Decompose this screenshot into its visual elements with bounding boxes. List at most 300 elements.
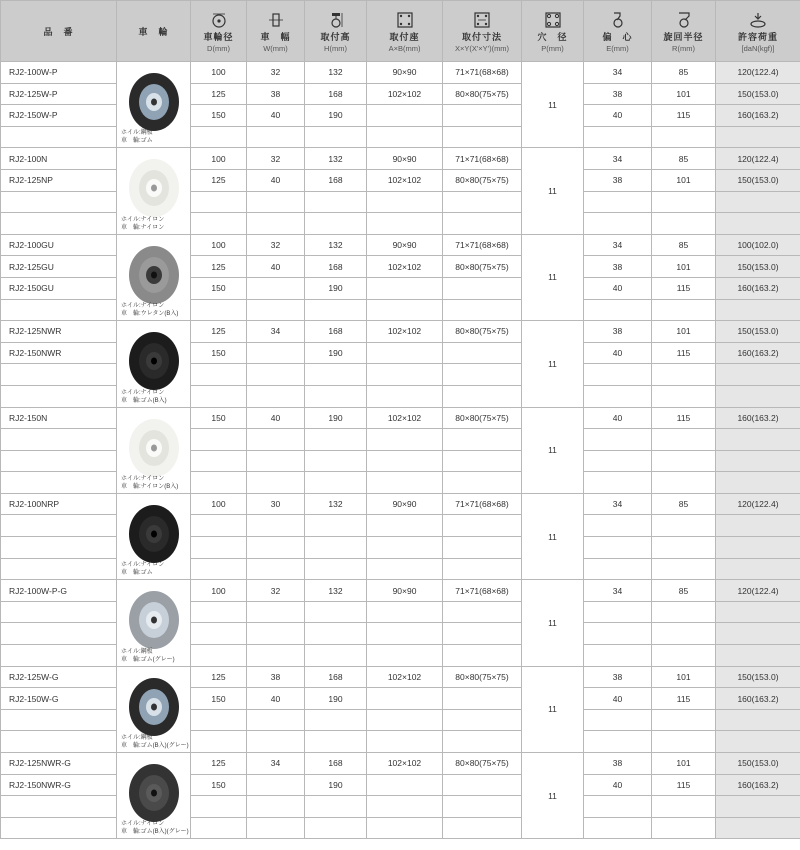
wheel-tire-material: 車 輪:ナイロン: [121, 224, 165, 231]
part-number: RJ2-125NP: [1, 169, 117, 191]
wheel-width: [247, 450, 305, 472]
wheel-material-text: [121, 561, 164, 577]
mount-plate: [367, 645, 443, 667]
load-icon: [749, 12, 767, 28]
swivel-radius: 101: [652, 169, 716, 191]
mount-plate: [367, 623, 443, 645]
mount-height: 190: [305, 277, 367, 299]
wheel-cell: [117, 148, 191, 234]
mount-height: [305, 429, 367, 451]
mount-height: [305, 645, 367, 667]
wheel-width: [247, 537, 305, 559]
wheel-image: [126, 243, 182, 309]
table-row: [1, 407, 800, 429]
wheel-width: [247, 472, 305, 494]
mount-plate: 90×90: [367, 493, 443, 515]
table-row: [1, 234, 800, 256]
wheel-diameter: [191, 472, 247, 494]
offset: [584, 429, 652, 451]
allowable-load: [716, 299, 800, 321]
mount-height: [305, 364, 367, 386]
allowable-load: 150(153.0): [716, 666, 800, 688]
allowable-load: [716, 515, 800, 537]
swivel-radius: [652, 191, 716, 213]
allowable-load: [716, 385, 800, 407]
column-header-label: 穴 径: [537, 31, 568, 42]
offset: [584, 450, 652, 472]
allowable-load: 160(163.2): [716, 105, 800, 127]
offset: [584, 623, 652, 645]
column-header-6: [443, 1, 522, 62]
allowable-load: [716, 537, 800, 559]
part-number: RJ2-125W-G: [1, 666, 117, 688]
allowable-load: 150(153.0): [716, 83, 800, 105]
wheel-width-icon: [267, 12, 285, 28]
mount-dimension: 71×71(68×68): [443, 580, 522, 602]
offset: [584, 601, 652, 623]
wheel-image: [126, 329, 182, 395]
wheel-width: 38: [247, 666, 305, 688]
wheel-width: 34: [247, 753, 305, 775]
swivel-radius: [652, 429, 716, 451]
mount-dimension: [443, 472, 522, 494]
wheel-image: [126, 416, 182, 482]
hole-diameter: 11: [522, 753, 584, 839]
wheel-diameter: 125: [191, 666, 247, 688]
swivel-radius: 85: [652, 234, 716, 256]
wheel-width: [247, 796, 305, 818]
wheel-tire-material: 車 輪:ゴム(B入)(グレー): [121, 743, 189, 749]
swivel-radius: 101: [652, 83, 716, 105]
wheel-diameter: [191, 558, 247, 580]
mount-height: [305, 558, 367, 580]
mount-plate: 102×102: [367, 666, 443, 688]
offset: 34: [584, 148, 652, 170]
wheel-width: [247, 429, 305, 451]
swivel-radius: [652, 364, 716, 386]
wheel-material-text: [121, 820, 189, 836]
mount-height: [305, 817, 367, 839]
part-number: [1, 191, 117, 213]
swivel-radius: [652, 126, 716, 148]
wheel-material-text: [121, 302, 178, 318]
wheel-diameter: 100: [191, 148, 247, 170]
swivel-radius: [652, 213, 716, 235]
wheel-image: [126, 156, 182, 222]
wheel-tire-material: 車 輪:ゴム: [121, 570, 153, 577]
swivel-radius: [652, 645, 716, 667]
column-header-2: [191, 1, 247, 62]
mount-dimension: 71×71(68×68): [443, 493, 522, 515]
mount-height: 168: [305, 256, 367, 278]
swivel-radius: 85: [652, 62, 716, 84]
mount-plate: [367, 558, 443, 580]
allowable-load: [716, 796, 800, 818]
wheel-cell: [117, 753, 191, 839]
allowable-load: [716, 601, 800, 623]
offset: [584, 796, 652, 818]
column-header-unit: D(mm): [207, 43, 230, 53]
mount-height-icon: [327, 12, 345, 28]
allowable-load: 160(163.2): [716, 277, 800, 299]
column-header-7: [522, 1, 584, 62]
allowable-load: [716, 213, 800, 235]
mount-dimension: 80×80(75×75): [443, 321, 522, 343]
wheel-width: [247, 126, 305, 148]
wheel-cell: [117, 407, 191, 493]
wheel-diameter: 125: [191, 83, 247, 105]
offset-icon: [609, 12, 627, 28]
wheel-diameter: 100: [191, 580, 247, 602]
offset: [584, 191, 652, 213]
swivel-radius: [652, 731, 716, 753]
mount-height: 168: [305, 753, 367, 775]
mount-plate: [367, 774, 443, 796]
part-number: RJ2-125NWR-G: [1, 753, 117, 775]
wheel-hub-material: ホイル:鋼板: [121, 130, 153, 137]
mount-dimension: [443, 126, 522, 148]
wheel-hub-material: ホイル:ナイロン: [121, 562, 165, 569]
wheel-diameter: 125: [191, 753, 247, 775]
column-header-label: 旋回半径: [663, 31, 704, 42]
mount-dimension: [443, 645, 522, 667]
allowable-load: 120(122.4): [716, 148, 800, 170]
allowable-load: 160(163.2): [716, 407, 800, 429]
table-body: [1, 62, 800, 839]
hole-diameter: 11: [522, 666, 584, 752]
mount-dimension: 80×80(75×75): [443, 407, 522, 429]
column-header-4: [305, 1, 367, 62]
mount-dimension-icon: [473, 12, 491, 28]
column-header-0: [1, 1, 117, 62]
column-header-unit: P(mm): [541, 43, 564, 53]
swivel-radius: [652, 796, 716, 818]
mount-height: 190: [305, 342, 367, 364]
part-number: RJ2-150GU: [1, 277, 117, 299]
mount-dimension: 80×80(75×75): [443, 83, 522, 105]
mount-plate: [367, 601, 443, 623]
allowable-load: [716, 623, 800, 645]
wheel-hub-material: ホイル:鋼板: [121, 735, 153, 741]
offset: 38: [584, 753, 652, 775]
column-header-label: 取付高: [320, 31, 351, 42]
hole-diameter: 11: [522, 234, 584, 320]
swivel-radius: [652, 472, 716, 494]
wheel-cell: [117, 493, 191, 579]
wheel-width: [247, 515, 305, 537]
column-header-label: 偏 心: [602, 31, 633, 42]
wheel-diameter: [191, 385, 247, 407]
mount-height: 132: [305, 234, 367, 256]
mount-height: [305, 731, 367, 753]
wheel-tire-material: 車 輪:ゴム(B入): [121, 397, 167, 404]
wheel-diameter: 125: [191, 256, 247, 278]
allowable-load: 120(122.4): [716, 580, 800, 602]
mount-plate: [367, 429, 443, 451]
swivel-radius: [652, 537, 716, 559]
wheel-diameter: 150: [191, 688, 247, 710]
part-number: [1, 429, 117, 451]
allowable-load: 100(102.0): [716, 234, 800, 256]
offset: 40: [584, 277, 652, 299]
wheel-hub-material: ホイル:ナイロン: [121, 216, 165, 223]
mount-plate: [367, 126, 443, 148]
offset: [584, 299, 652, 321]
part-number: [1, 515, 117, 537]
offset: 38: [584, 169, 652, 191]
column-header-3: [247, 1, 305, 62]
mount-plate: [367, 342, 443, 364]
offset: 40: [584, 105, 652, 127]
mount-dimension: [443, 429, 522, 451]
mount-height: [305, 709, 367, 731]
mount-plate: [367, 817, 443, 839]
swivel-radius: [652, 709, 716, 731]
mount-dimension: [443, 774, 522, 796]
wheel-diameter: 125: [191, 321, 247, 343]
mount-plate: 102×102: [367, 169, 443, 191]
swivel-radius: [652, 601, 716, 623]
wheel-diameter: 100: [191, 493, 247, 515]
mount-height: [305, 191, 367, 213]
offset: 38: [584, 321, 652, 343]
part-number: RJ2-150W-G: [1, 688, 117, 710]
wheel-diameter: [191, 601, 247, 623]
wheel-width: [247, 601, 305, 623]
mount-dimension: [443, 364, 522, 386]
mount-dimension: [443, 450, 522, 472]
part-number: RJ2-125NWR: [1, 321, 117, 343]
wheel-width: [247, 558, 305, 580]
wheel-width: 40: [247, 256, 305, 278]
wheel-diameter: [191, 537, 247, 559]
offset: 34: [584, 62, 652, 84]
wheel-width: 34: [247, 321, 305, 343]
mount-height: [305, 472, 367, 494]
wheel-tire-material: 車 輪:ゴム(B入)(グレー): [121, 829, 189, 836]
mount-dimension: 80×80(75×75): [443, 256, 522, 278]
allowable-load: [716, 191, 800, 213]
hole-diameter-icon: [544, 12, 562, 28]
wheel-image: [126, 70, 182, 136]
wheel-tire-material: 車 輪:ゴム: [121, 138, 153, 145]
allowable-load: [716, 817, 800, 839]
offset: 38: [584, 83, 652, 105]
wheel-hub-material: ホイル:ナイロン: [121, 475, 165, 482]
wheel-image: [126, 761, 182, 827]
wheel-tire-material: 車 輪:ウレタン(B入): [121, 311, 179, 318]
mount-plate: [367, 385, 443, 407]
column-header-label: 車 輪: [138, 27, 169, 37]
mount-dimension: [443, 105, 522, 127]
wheel-image: [126, 502, 182, 568]
mount-dimension: [443, 537, 522, 559]
offset: 40: [584, 407, 652, 429]
mount-dimension: [443, 731, 522, 753]
wheel-material-text: [121, 648, 175, 664]
offset: 38: [584, 666, 652, 688]
part-number: RJ2-100W-P-G: [1, 580, 117, 602]
mount-plate: 102×102: [367, 256, 443, 278]
mount-height: 132: [305, 62, 367, 84]
swivel-radius: 115: [652, 407, 716, 429]
part-number: RJ2-100NRP: [1, 493, 117, 515]
swivel-radius: [652, 558, 716, 580]
mount-height: [305, 385, 367, 407]
column-header-label: 取付座: [389, 31, 420, 42]
allowable-load: 150(153.0): [716, 256, 800, 278]
mount-plate: [367, 515, 443, 537]
column-header-unit: W(mm): [263, 43, 288, 53]
wheel-diameter: 150: [191, 342, 247, 364]
wheel-material-text: [121, 389, 167, 405]
hole-diameter: 11: [522, 407, 584, 493]
allowable-load: 150(153.0): [716, 321, 800, 343]
mount-dimension: [443, 796, 522, 818]
wheel-diameter: [191, 623, 247, 645]
mount-plate: [367, 688, 443, 710]
column-header-label: 許容荷重: [737, 31, 778, 42]
allowable-load: 160(163.2): [716, 774, 800, 796]
part-number: [1, 558, 117, 580]
mount-height: 168: [305, 321, 367, 343]
mount-height: 132: [305, 148, 367, 170]
table-row: [1, 148, 800, 170]
wheel-width: 32: [247, 148, 305, 170]
part-number: RJ2-100N: [1, 148, 117, 170]
mount-height: 132: [305, 493, 367, 515]
wheel-width: 32: [247, 62, 305, 84]
wheel-diameter: 125: [191, 169, 247, 191]
swivel-radius: 101: [652, 256, 716, 278]
wheel-diameter-icon: [210, 12, 228, 28]
mount-dimension: 80×80(75×75): [443, 169, 522, 191]
wheel-diameter: [191, 429, 247, 451]
swivel-radius: 101: [652, 666, 716, 688]
column-header-unit: H(mm): [324, 43, 347, 53]
part-number: RJ2-100W-P: [1, 62, 117, 84]
part-number: RJ2-125GU: [1, 256, 117, 278]
mount-dimension: [443, 277, 522, 299]
hole-diameter: 11: [522, 493, 584, 579]
mount-dimension: [443, 213, 522, 235]
column-header-unit: A×B(mm): [388, 43, 421, 53]
allowable-load: 160(163.2): [716, 342, 800, 364]
column-header-label: 車 幅: [260, 31, 291, 42]
wheel-material-text: [121, 475, 178, 491]
allowable-load: [716, 126, 800, 148]
part-number: RJ2-125W-P: [1, 83, 117, 105]
part-number: RJ2-150NWR: [1, 342, 117, 364]
wheel-width: 38: [247, 83, 305, 105]
wheel-diameter: 150: [191, 407, 247, 429]
table-row: [1, 753, 800, 775]
part-number: RJ2-150N: [1, 407, 117, 429]
wheel-hub-material: ホイル:ナイロン: [121, 389, 165, 396]
mount-plate: 102×102: [367, 321, 443, 343]
mount-plate: [367, 299, 443, 321]
part-number: [1, 126, 117, 148]
wheel-hub-material: ホイル:鋼板: [121, 648, 153, 655]
swivel-radius: 85: [652, 148, 716, 170]
wheel-width: [247, 623, 305, 645]
offset: [584, 515, 652, 537]
offset: 40: [584, 688, 652, 710]
wheel-width: [247, 817, 305, 839]
mount-plate: [367, 537, 443, 559]
wheel-diameter: [191, 731, 247, 753]
mount-plate: [367, 213, 443, 235]
allowable-load: [716, 645, 800, 667]
mount-plate: [367, 709, 443, 731]
mount-dimension: [443, 623, 522, 645]
part-number: [1, 623, 117, 645]
mount-plate-icon: [396, 12, 414, 28]
wheel-material-text: [121, 216, 164, 232]
part-number: [1, 645, 117, 667]
offset: [584, 537, 652, 559]
swivel-radius: 115: [652, 342, 716, 364]
wheel-width: 30: [247, 493, 305, 515]
hole-diameter: 11: [522, 62, 584, 148]
wheel-tire-material: 車 輪:ナイロン(B入): [121, 483, 179, 490]
allowable-load: [716, 429, 800, 451]
part-number: [1, 709, 117, 731]
swivel-radius: [652, 817, 716, 839]
swivel-radius: 85: [652, 493, 716, 515]
mount-dimension: [443, 385, 522, 407]
mount-plate: 90×90: [367, 62, 443, 84]
swivel-radius: 101: [652, 321, 716, 343]
mount-dimension: [443, 515, 522, 537]
part-number: [1, 537, 117, 559]
mount-dimension: [443, 688, 522, 710]
hole-diameter: 11: [522, 148, 584, 234]
column-header-8: [584, 1, 652, 62]
wheel-width: [247, 731, 305, 753]
mount-dimension: 80×80(75×75): [443, 666, 522, 688]
column-header-unit: E(mm): [606, 43, 629, 53]
column-header-1: [117, 1, 191, 62]
allowable-load: [716, 364, 800, 386]
mount-height: 168: [305, 83, 367, 105]
offset: 38: [584, 256, 652, 278]
offset: [584, 709, 652, 731]
offset: [584, 645, 652, 667]
hole-diameter: 11: [522, 321, 584, 407]
mount-height: 132: [305, 580, 367, 602]
wheel-diameter: [191, 299, 247, 321]
wheel-diameter: 150: [191, 277, 247, 299]
mount-dimension: [443, 342, 522, 364]
swivel-radius: [652, 385, 716, 407]
part-number: RJ2-100GU: [1, 234, 117, 256]
part-number: [1, 385, 117, 407]
mount-height: [305, 213, 367, 235]
mount-height: 168: [305, 169, 367, 191]
wheel-diameter: 100: [191, 62, 247, 84]
part-number: [1, 796, 117, 818]
part-number: [1, 731, 117, 753]
wheel-diameter: [191, 796, 247, 818]
wheel-width: [247, 213, 305, 235]
wheel-width: [247, 277, 305, 299]
part-number: [1, 601, 117, 623]
mount-dimension: 80×80(75×75): [443, 753, 522, 775]
wheel-diameter: [191, 191, 247, 213]
mount-plate: 102×102: [367, 407, 443, 429]
column-header-unit: X×Y(X'×Y')(mm): [454, 43, 510, 53]
